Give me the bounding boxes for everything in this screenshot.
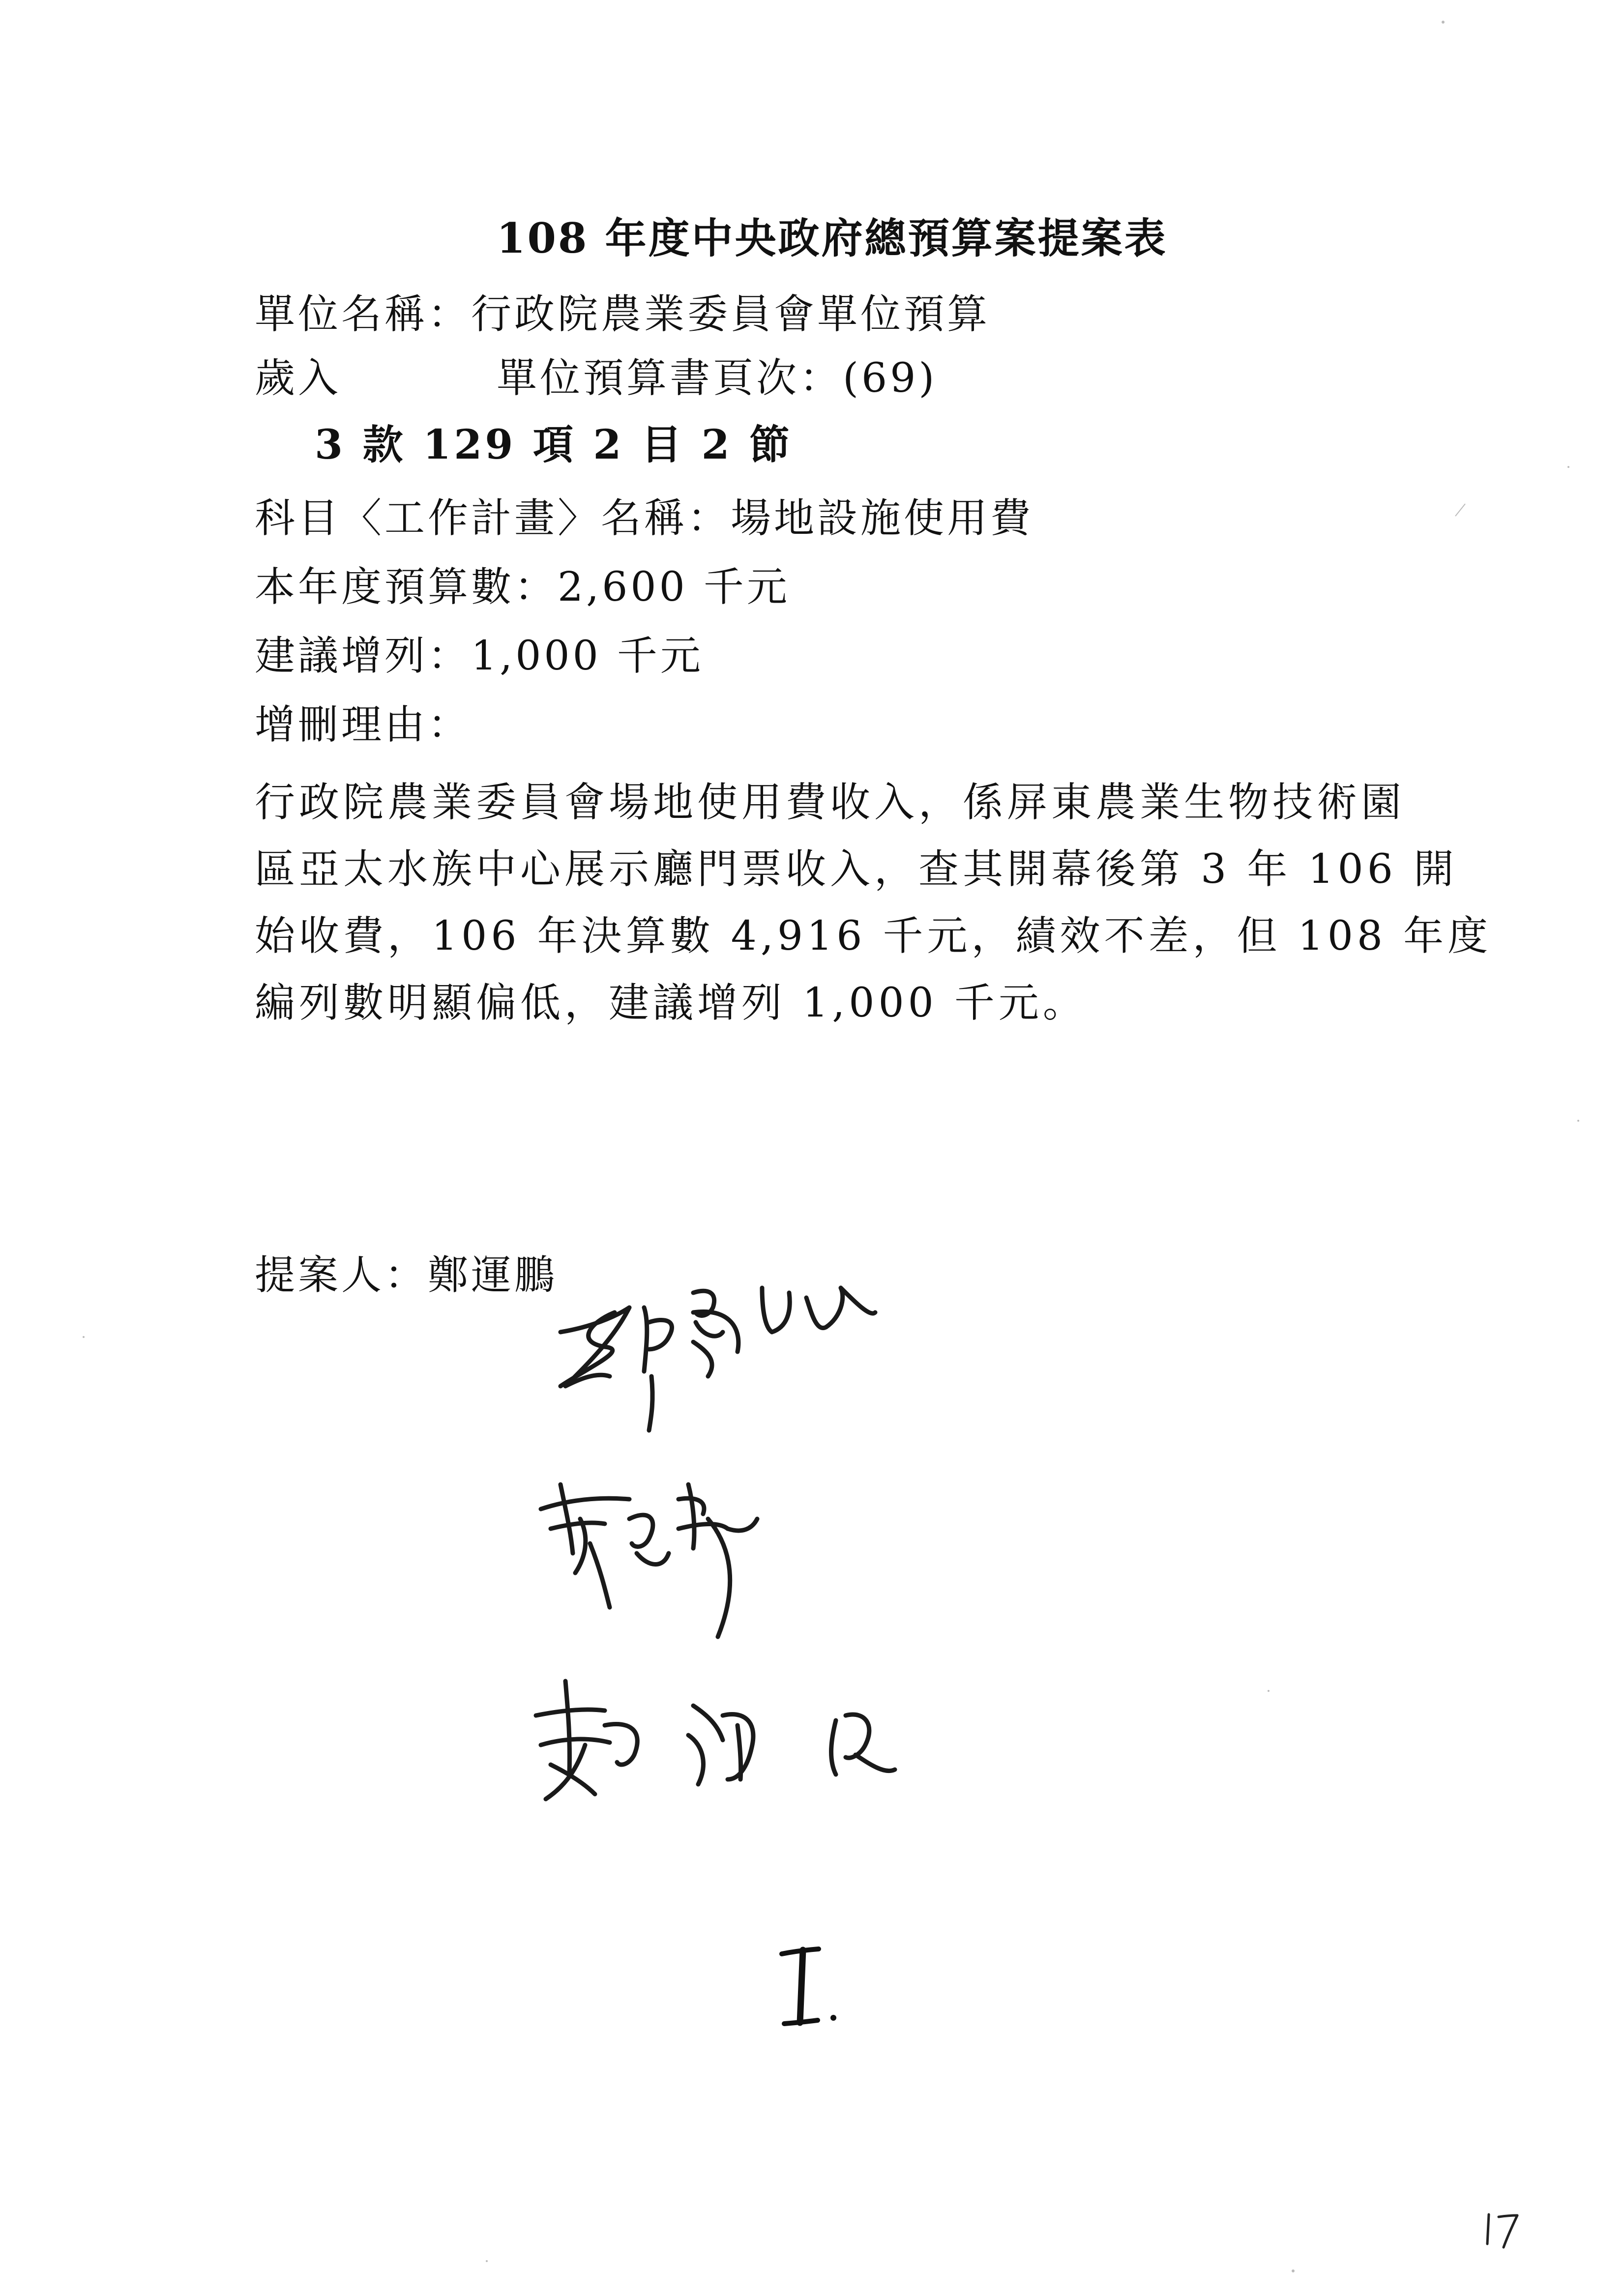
proposer-line: 提案人：鄭運鵬	[255, 1252, 558, 1299]
page-reference: 單位預算書頁次：(69)	[497, 355, 938, 402]
handwritten-number-mark	[760, 1939, 858, 2037]
reason-line: 行政院農業委員會場地使用費收入，係屏東農業生物技術園	[255, 779, 1406, 826]
reason-line: 編列數明顯偏低，建議增列 1,000 千元。	[255, 980, 1087, 1026]
revenue-label: 歲入	[255, 355, 342, 402]
document-title: 108 年度中央政府總預算案提案表	[497, 214, 1168, 262]
signature-3	[536, 1681, 895, 1799]
reason-paragraph	[255, 769, 1492, 1037]
reason-line: 始收費，106 年決算數 4,916 千元，績效不差，但 108 年度	[255, 913, 1492, 959]
reason-label: 增刪理由：	[255, 701, 472, 748]
reason-line: 區亞太水族中心展示廳門票收入，查其開幕後第 3 年 106 開	[255, 846, 1458, 893]
suggested-increase-line: 建議增列：1,000 千元	[255, 633, 704, 679]
signature-1	[561, 1288, 875, 1430]
subject-line: 科目〈工作計畫〉名稱：場地設施使用費	[255, 495, 1034, 542]
handwritten-signatures	[531, 1253, 1072, 1843]
unit-name-line: 單位名稱：行政院農業委員會單位預算	[255, 291, 991, 338]
budget-code-line: 3 款 129 項 2 目 2 節	[315, 421, 793, 468]
handwritten-page-number	[1480, 2207, 1524, 2251]
signature-2	[541, 1484, 757, 1637]
budget-amount-line: 本年度預算數：2,600 千元	[255, 564, 790, 610]
